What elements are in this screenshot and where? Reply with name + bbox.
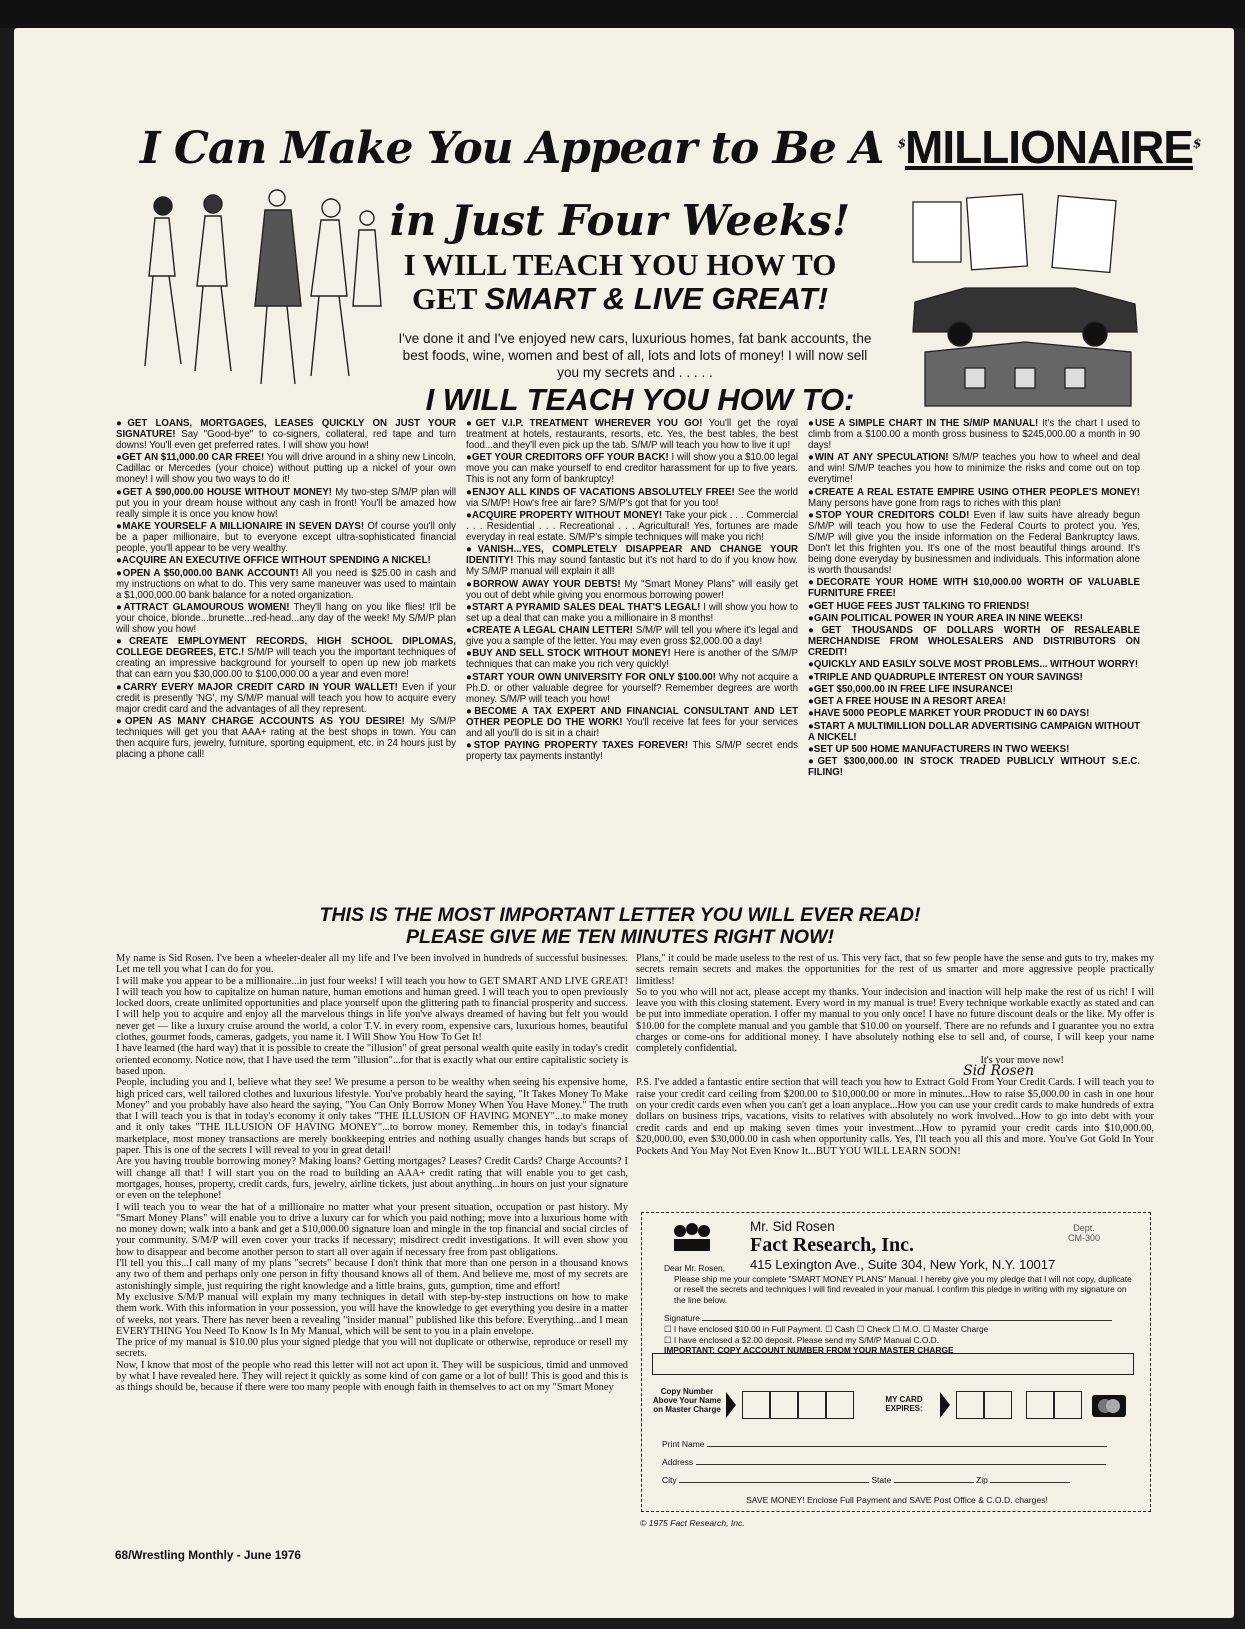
benefit-detail: My two-step S/M/P plan will put you in your dream house without any cash in front! You'll be amazed how really simple it is once you know how! [116,486,456,520]
card-expires-label: MY CARD EXPIRES: [885,1395,923,1413]
fact-research-logo-icon [672,1221,712,1255]
benefit-item [116,682,456,715]
headline-line-3: I WILL TEACH YOU HOW TO GET SMART & LIVE GREAT! [403,247,837,316]
expiry-box[interactable] [984,1391,1012,1419]
benefit-item [808,577,1140,599]
benefit-item [466,544,798,577]
benefit-item [466,740,798,762]
benefit-heading: ●CARRY EVERY MAJOR CREDIT CARD IN YOUR WALLET! [116,681,398,693]
letter-heading: THIS IS THE MOST IMPORTANT LETTER YOU WILL EVER READ! PLEASE GIVE ME TEN MINUTES RIGHT NOW! [319,904,921,948]
order-coupon [641,1212,1151,1512]
benefit-heading: ●HAVE 5000 PEOPLE MARKET YOUR PRODUCT IN 60 DAYS! [808,708,1090,720]
letter-paragraph: The price of my manual is $10.00 plus your signed pledge that you will not duplicate or otherwise, reproduce or resell my secrets. [116,1337,628,1360]
benefit-heading: ●GET $50,000.00 IN FREE LIFE INSURANCE! [808,683,1014,695]
postscript: P.S. I've added a fantastic entire section that will teach you how to Extract Gold From Your Credit Cards. I will teach you to raise your credit card ceiling from $200.00 to $10,000.00 or more in minutes...How to raise $5,000.00 in cash in one hour on your credit cards even when you can't get a loan anyplace...How you can use your credit cards to make hundreds of extra dollars on business trips, vacations, visits to relatives with absolutely no work involved...How to go into debt with your credit cards and end up making seven times your investment...How to pyramid your credit cards into $10,000.00, $20,000.00, even $30,000.00 in cash when opportunity calls. Yes, I'll teach you all this and more. You've Got Gold In Your Pockets And You May Not Even Know It...BUT YOU WILL LEARN SOON! [636,1077,1154,1157]
address-fields [662,1435,1132,1489]
benefit-heading: ●BORROW AWAY YOUR DEBTS! [466,578,621,590]
benefit-item [466,602,798,624]
benefit-detail: It's the chart I used to climb from a $100.00 a month gross business to $245,000.00 a month in 90 days! [808,418,1141,452]
benefit-detail: Even if law suits have already begun S/M/P will teach you how to use the Federal Courts to protect you. Yes, S/M/P will give you the inside information on the Federal Bankruptcy laws. Don't let this frighten you. It's one of the most beautiful things around. It's being done everyday by businessmen and individuals. This information alone is worth thousands! [808,509,1140,577]
benefit-item [116,568,456,601]
benefit-heading: ●GET A $90,000.00 HOUSE WITHOUT MONEY! [116,486,333,498]
benefit-item [808,418,1140,451]
benefit-item [116,636,456,680]
benefit-heading: ●GET $300,000.00 IN STOCK TRADED PUBLICLY WITHOUT S.E.C. FILING! [808,756,1140,779]
benefit-item [116,521,456,554]
benefit-detail: All you need is $25.00 in cash and my instructions on what to do. This very same maneuver was used to maintain a $1,000,000.00 bank balance for a noted organization. [116,567,456,601]
page-edge-shadow [0,0,1245,28]
letter-paragraph: I will make you appear to be a millionaire...in just four weeks! I will teach you how to GET SMART AND LIVE GREAT! I will teach you how to capitalize on human nature, human emotions and human greed. I will teach you to open previously locked doors, create unlimited opportunities and place yourself upon the glittering path to financial prosperity and success. I will help you to acquire and enjoy all the marvelous things in life you've always dreamed of having but felt you would never get — like a luxury cruise around the world, a color T.V. in every room, expensive cars, luxurious homes, beautiful clothes, gourmet foods, cameras, gadgets, you name it. I Will Show You How To Get It! [116,975,628,1044]
benefit-item [808,721,1140,743]
letter-right-column [636,953,1154,1157]
benefit-detail: S/M/P teaches you how to wheel and deal and win! S/M/P teaches you how to minimize the risks and come out on top everytime! [808,452,1140,486]
letter-paragraph: Are you having trouble borrowing money? Making loans? Getting mortgages? Leases? Credit Cards? Charge Accounts? I will change all that! I will start you on the road to building an AAA+ credit rating that will enable you to get cash, mortgages, houses, property, credit cards, furs, jewelry, airline tickets, just about anything...in hours on just your signature or even on the telephone! [116,1156,628,1202]
benefit-heading: ●START YOUR OWN UNIVERSITY FOR ONLY $100.00! [466,671,716,683]
benefit-item [808,601,1140,612]
benefit-heading: ●CREATE EMPLOYMENT RECORDS, HIGH SCHOOL DIPLOMAS, COLLEGE DEGREES, ETC.! [116,636,456,659]
benefit-item [808,452,1140,485]
letter-paragraph: People, including you and I, believe what they see! We presume a person to be wealthy when seeing his expensive home, high priced cars, well tailored clothes and luxurious lifestyle. You've probably heard the saying, "It Takes Money To Make Money" and you probably have also heard the saying, "You Can Only Borrow Money When You Have Money." The truth that I will teach you is that in today's economy it only takes "THE ILLUSION OF HAVING MONEY"...to make money and it only takes "THE ILLUSION OF HAVING MONEY"...to borrow money. Remember this, in today's financial marketplace, most money transactions are merely bookkeeping entries and nothing usually changes hands but scraps of paper. This is one of the secrets I will reveal to you in great detail! [116,1077,628,1157]
millionaire-word: MILLIONAIRE [905,121,1193,173]
print-name-field[interactable]: Print Name [662,1435,1132,1453]
benefit-heading: ●VANISH...YES, COMPLETELY DISAPPEAR AND CHANGE YOUR IDENTITY! [466,544,798,567]
payment-option-full[interactable]: ☐ I have enclosed $10.00 in Full Payment. ☐ Cash ☐ Check ☐ M.O. ☐ Master Charge [664,1323,989,1334]
account-number-box[interactable] [652,1353,1134,1375]
letter-paragraph: So to you who will not act, please accept my thanks. Your indecision and inaction will help make the rest of us rich! I will leave you with this closing statement. Every word in my manual is true! Every technique workable exactly as stated and can be put into immediate operation. I offer my manual to you only once! I have no future discount deals or the like. My offer is $10.00 for the complete manual and you gamble that $10.00 on yourself. There are no refunds and I guarantee you no extra charges or come-ons for additional money. I have absolutely nothing else to sell and, of course, I will keep your name completely confidential. [636,986,1154,1055]
benefit-item [466,452,798,485]
expiry-box[interactable] [1026,1391,1054,1419]
headline-line-2: in Just Four Weeks! [389,196,851,245]
benefit-detail: Here is another of the S/M/P techniques that can make you rich very quickly! [466,648,798,671]
benefit-heading: ●START A MULTIMILLION DOLLAR ADVERTISING CAMPAIGN WITHOUT A NICKEL! [808,720,1140,743]
benefit-item [808,756,1140,778]
letter-paragraph: My exclusive S/M/P manual will explain my many techniques in detail with step-by-step instructions on how to make them work. With this information in your possession, you will have the knowledge to get everything you desire in a matter of weeks, not years. There has never been a revealing "insider manual" published like this before. Everything...and I mean EVERYTHING You Need To Know Is In My Manual, which will be sent to you in a plain envelope. [116,1291,628,1337]
benefits-column-1 [116,418,456,761]
card-digit-box[interactable] [826,1391,854,1419]
benefit-heading: ●GAIN POLITICAL POWER IN YOUR AREA IN NINE WEEKS! [808,612,1083,624]
benefit-heading: ●GET YOUR CREDITORS OFF YOUR BACK! [466,452,669,464]
benefit-item [808,672,1140,683]
benefit-heading: ●GET V.I.P. TREATMENT WHEREVER YOU GO! [466,418,703,429]
teach-heading: I WILL TEACH YOU HOW TO: [425,382,855,417]
benefit-heading: ●ACQUIRE PROPERTY WITHOUT MONEY! [466,509,663,521]
benefit-item [808,696,1140,707]
benefit-heading: ●GET HUGE FEES JUST TALKING TO FRIENDS! [808,600,1030,612]
benefit-detail: My S/M/P techniques will get you that AAA+ rating at the best shops in town. You can then acquire furs, jewelry, furniture, sporting equipment, etc. in 24 hours just by placing a phone call! [116,715,456,761]
benefit-item [808,659,1140,670]
benefit-heading: ●MAKE YOURSELF A MILLIONAIRE IN SEVEN DAYS! [116,520,365,532]
benefit-detail: Even if your credit is presently 'NG', my S/M/P manual will teach you how to acquire every major credit card and the advantages of all they represent. [116,681,456,715]
benefit-detail: See the world via S/M/P! How's free air fare? S/M/P's got that for you too! [466,486,798,509]
benefit-heading: ●GET LOANS, MORTGAGES, LEASES QUICKLY ON JUST YOUR SIGNATURE! [116,418,456,441]
save-money-note: SAVE MONEY! Enclose Full Payment and SAVE Post Office & C.O.D. charges! [746,1495,1048,1505]
benefit-detail: I will show you how to set up a deal that can make you a millionaire in 8 months! [466,601,799,624]
headline-line-1: I Can Make You Appear to Be A $MILLIONAIRE$ [140,121,1201,174]
benefit-item [808,613,1140,624]
benefit-item [808,684,1140,695]
master-charge-icon [1092,1395,1126,1417]
benefit-heading: ●DECORATE YOUR HOME WITH $10,000.00 WORTH OF VALUABLE FURNITURE FREE! [808,577,1140,600]
benefit-item [466,648,798,670]
benefit-heading: ●CREATE A LEGAL CHAIN LETTER! [466,625,634,637]
benefit-item [808,625,1140,658]
benefit-item [466,672,798,705]
benefit-heading: ●ACQUIRE AN EXECUTIVE OFFICE WITHOUT SPENDING A NICKEL! [116,555,431,567]
benefit-item [808,744,1140,755]
expiry-box[interactable] [1054,1391,1082,1419]
signature-field[interactable]: Signature [664,1313,1134,1324]
benefits-column-2 [466,418,798,764]
benefit-heading: ●STOP YOUR CREDITORS COLD! [808,509,970,521]
benefit-detail: I will show you a $10.00 legal move you can make yourself to end creditor harassment for up to five years. This is not any form of bankruptcy! [466,452,798,486]
coupon-body: Dear Mr. Rosen, Please ship me your complete "SMART MONEY PLANS" Manual. I hereby give you my pledge that I will not copy, duplicate or resell the secrets and techniques I will find revealed in your manual. I confirm this pledge in writing with my signature on the line below. Signature ☐ I have enclosed $10.00 in Full Payment. ☐ Cash ☐ Check ☐ M.O. ☐ Master Charge ☐ I have enclosed a $2.00 deposit. Please send my S/M/P Manual C.O.D. IMPORTANT: COPY ACCOUNT NUMBER FROM YOUR MASTER CHARGE [664,1263,1134,1356]
benefit-item [116,716,456,760]
benefit-heading: ●STOP PAYING PROPERTY TAXES FOREVER! [466,740,689,752]
benefits-column-3 [808,418,1140,779]
benefit-detail: Of course you'll only be a paper millionaire, but to everyone except ultra-sophisticated financial people, you'll appear to be very wealthy. [116,520,456,555]
benefit-item [116,418,456,451]
address-field[interactable]: Address [662,1453,1132,1471]
signature: Sid Rosen [963,1062,1034,1079]
page-footer: 68/Wrestling Monthly - June 1976 [115,1548,301,1562]
letter-paragraph: I have learned (the hard way) that it is possible to create the "illusion" of great personal wealth quite easily in today's credit oriented economy. Notice now, that I have used the term "illusion"...for that is exactly what our entire capitalistic society is based upon. [116,1043,628,1077]
letter-paragraph: Plans," it could be made useless to the rest of us. This very fact, that so few people have the sense and guts to try, makes my secrets remain secrets and makes the opportunities for the rest of us smarter and more aggressive people practically limitless! [636,953,1154,987]
benefit-heading: ●CREATE A REAL ESTATE EMPIRE USING OTHER PEOPLE'S MONEY! [808,486,1140,498]
copy-number-label: Copy Number Above Your Name on Master Charge [652,1387,722,1414]
payment-option-cod[interactable]: ☐ I have enclosed a $2.00 deposit. Please send my S/M/P Manual C.O.D. [664,1334,940,1345]
city-state-zip-field[interactable]: City State Zip [662,1471,1132,1489]
benefit-detail: Say "Good-bye" to co-signers, collateral, red tape and turn downs! You'll even get preferred rates. I will show you how! [116,429,456,452]
benefit-item [466,510,798,543]
benefit-heading: ●TRIPLE AND QUADRUPLE INTEREST ON YOUR SAVINGS! [808,671,1083,683]
benefit-detail: They'll hang on you like flies! It'll be your choice, blonde...brunette...red-head...any day of the week! My S/M/P plan will show you how! [116,601,456,635]
arrow-icon [940,1392,950,1418]
benefit-item [466,579,798,601]
benefit-heading: ●ENJOY ALL KINDS OF VACATIONS ABSOLUTELY FREE! [466,486,735,498]
company-block: Mr. Sid Rosen Fact Research, Inc. 415 Lexington Ave., Suite 304, New York, N.Y. 10017 [750,1219,1056,1272]
card-digit-box[interactable] [742,1391,770,1419]
benefit-detail: S/M/P will teach you the important techniques of creating an impressive background for yourself to open up new job markets that can earn you $30,000.00 to $100,000.00 a year and even more! [116,647,456,681]
benefit-detail: Take your pick . . . Commercial . . . Residential . . . Recreational . . . Agricultural! Yes, fortunes are made everyday in real estate. S/M/P's simple techniques will make you rich! [466,509,798,544]
benefit-detail: You will drive around in a shiny new Lincoln, Cadillac or Mercedes (your choice) without putting up a nickel of your own money! I will show you two ways to do it! [116,452,456,486]
letter-left-column [116,953,628,1394]
benefit-detail: Why not acquire a Ph.D. or other valuable degree for yourself? Remember degrees are worth money. S/M/P will teach you how! [466,671,798,705]
benefit-item [466,706,798,739]
benefit-heading: ●GET AN $11,000.00 CAR FREE! [116,452,265,464]
benefit-item [808,510,1140,576]
benefit-heading: ●USE A SIMPLE CHART IN THE S/M/P MANUAL! [808,418,1039,429]
benefit-heading: ●WIN AT ANY SPECULATION! [808,452,949,464]
benefit-item [466,418,798,451]
benefit-heading: ●START A PYRAMID SALES DEAL THAT'S LEGAL! [466,601,701,613]
benefit-item [466,487,798,509]
glamour-people-illustration [135,186,385,391]
benefit-item [116,555,456,566]
benefit-detail: Many persons have gone from rags to riches with this plan! [808,497,1062,509]
benefit-detail: S/M/P will tell you where it's legal and give you a sample of the letter. You may even gross $2,000.00 a day! [466,625,798,648]
benefit-heading: ●QUICKLY AND EASILY SOLVE MOST PROBLEMS... WITHOUT WORRY! [808,659,1139,671]
important-note: IMPORTANT: COPY ACCOUNT NUMBER FROM YOUR MASTER CHARGE [664,1345,954,1356]
letter-paragraph: I will teach you to wear the hat of a millionaire no matter what your present situation, occupation or past history. My "Smart Money Plans" will enable you to drive a luxury car for which you paid nothing; move into a luxurious home with no money down; walk into a bank and get a $10,000.00 signature loan and mingle in the top financial and social circles of your community. S/M/P will even cover your tracks if necessary; misdirect credit investigations. It will even show you how to disappear and become another person to start all over again if necessary free from past obligations. [116,1201,628,1258]
arrow-icon [726,1392,736,1418]
card-digit-box[interactable] [798,1391,826,1419]
letter-paragraph: Now, I know that most of the people who read this letter will not act upon it. They will be suspicious, timid and unmoved by what I have revealed here. They will reject it quickly as some kind of con game or a lot of bull! This is good and this is as things should be, because if there were too many people with enough faith in themselves to act on my "Smart Money [116,1359,628,1394]
benefit-detail: This S/M/P secret ends property tax payments instantly! [466,740,798,763]
benefit-heading: ●GET THOUSANDS OF DOLLARS WORTH OF RESALEABLE MERCHANDISE FROM WHOLESALERS AND DISTRIBUTORS ON CREDIT! [808,625,1140,659]
benefit-detail: You'll get the royal treatment at hotels, restaurants, resorts, etc. Yes, the best tables, the best food...and they'll even pick up the tab. S/M/P will teach you how to live it up! [466,418,798,452]
benefit-item [808,708,1140,719]
benefit-heading: ●GET A FREE HOUSE IN A RESORT AREA! [808,696,1006,708]
benefit-item [116,487,456,520]
letter-paragraph: My name is Sid Rosen. I've been a wheeler-dealer all my life and I've been involved in hundreds of successful businesses. Let me tell you what I can do for you. [116,953,628,976]
benefit-heading: ●OPEN AS MANY CHARGE ACCOUNTS AS YOU DESIRE! [116,715,405,727]
benefit-heading: ●BECOME A TAX EXPERT AND FINANCIAL CONSULTANT AND LET OTHER PEOPLE DO THE WORK! [466,706,798,729]
benefit-heading: ●BUY AND SELL STOCK WITHOUT MONEY! [466,648,671,660]
copyright: © 1975 Fact Research, Inc. [640,1518,745,1528]
intro-text: I've done it and I've enjoyed new cars, luxurious homes, fat bank accounts, the best foods, wine, women and best of all, lots and lots of money! I will now sell you my secrets and . . . . . [398,331,872,380]
benefit-heading: ●OPEN A $50,000.00 BANK ACCOUNT! [116,567,299,579]
benefit-item [116,452,456,485]
benefit-heading: ●SET UP 500 HOME MANUFACTURERS IN TWO WEEKS! [808,743,1070,755]
benefit-item [116,602,456,635]
dept-code: Dept. CM-300 [1067,1223,1100,1243]
benefit-item [808,487,1140,509]
expiry-box[interactable] [956,1391,984,1419]
benefit-item [466,625,798,647]
card-digit-box[interactable] [770,1391,798,1419]
sign-off: It's your move now! [980,1054,1064,1066]
benefit-detail: This may sound fantastic but it's not hard to do if you know how. My S/M/P manual will explain it all! [466,555,798,578]
letter-paragraph: I'll tell you this...I call many of my plans "secrets" because I don't think that more than one person in a thousand knows any two of them and perhaps only one person in fifty thousand knows all of them. And believe me, most of my secrets are astonishingly simple, just requiring the right knowledge and a little brains, guts, gumption, time and effort! [116,1258,628,1292]
money-car-house-illustration [905,192,1145,410]
benefit-heading: ●ATTRACT GLAMOUROUS WOMEN! [116,601,290,613]
benefit-detail: You'll receive fat fees for your services and all you'll do is sit in a chair! [466,717,798,740]
card-info-row [652,1383,1142,1425]
benefit-detail: My "Smart Money Plans" will easily get you out of debt while giving you enormous borrowing power! [466,578,798,601]
